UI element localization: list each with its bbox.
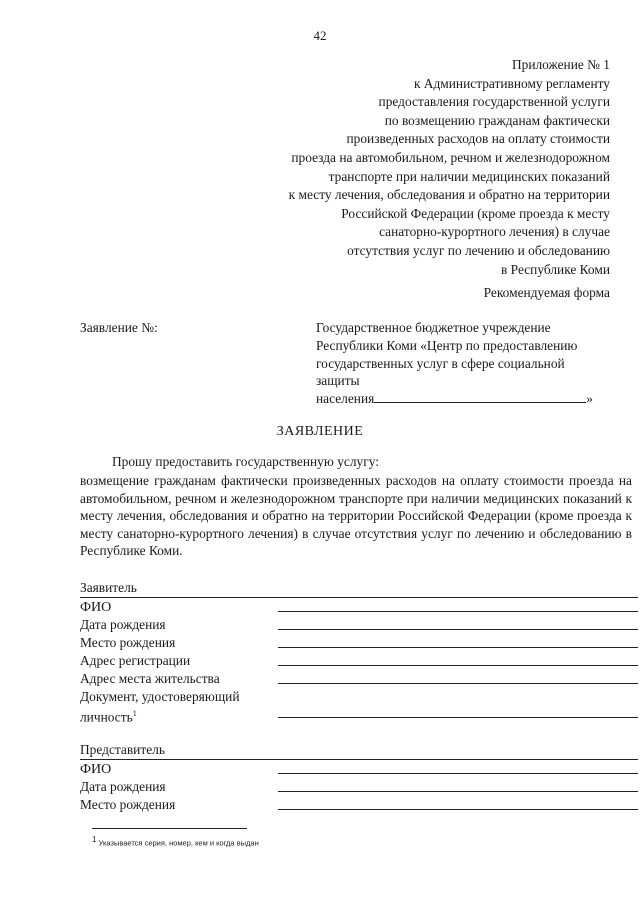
- applicant-fio-row: [80, 598, 638, 616]
- applicant-id-document-row: [80, 688, 638, 725]
- page-number: 42: [313, 28, 327, 43]
- addressee-line: защиты: [316, 373, 360, 389]
- appendix-line: Российской Федерации (кроме проезда к месту: [341, 205, 610, 221]
- applicant-fio-field[interactable]: [278, 611, 638, 612]
- applicant-residence-address-label: Адрес места жительства: [80, 671, 220, 686]
- appendix-line: по возмещению гражданам фактически: [384, 112, 610, 128]
- appendix-line: предоставления государственной услуги: [378, 94, 610, 110]
- footnote-text: Указывается серия, номер, кем и когда выдан: [98, 838, 259, 848]
- addressee-block: [316, 319, 616, 408]
- representative-birth-date-label: Дата рождения: [80, 779, 166, 794]
- applicant-birth-date-row: [80, 616, 638, 634]
- applicant-section-title: Заявитель: [80, 580, 638, 598]
- addressee-line: государственных услуг в сфере социальной: [316, 355, 565, 371]
- footnote-mark: 1: [92, 835, 97, 844]
- representative-birth-place-row: [80, 796, 638, 814]
- appendix-line: к Административному регламенту: [413, 75, 610, 91]
- addressee-line: Республики Коми «Центр по предоставлению: [316, 337, 578, 353]
- appendix-line: отсутствия услуг по лечению и обследованию: [347, 242, 610, 258]
- appendix-line: транспорте при наличии медицинских показаний: [328, 168, 610, 184]
- footnote: [92, 835, 259, 848]
- appendix-line: санаторно-курортного лечения) в случае: [379, 224, 610, 240]
- applicant-id-document-label: [80, 688, 270, 725]
- application-number-label: Заявление №:: [80, 320, 158, 335]
- appendix-line: Приложение № 1: [511, 57, 610, 72]
- representative-birth-place-label: Место рождения: [80, 797, 176, 812]
- representative-birth-date-field[interactable]: [278, 791, 638, 792]
- request-body: возмещение гражданам фактически произведенных расходов на оплату стоимости проезда на автомобильном, речном и железнодорожном транспорте при наличии медицинских показаний к месту лечения, обследования и обратно на территории Российской Федерации (кроме проезда к месту санаторно-курортного лечения) в случае отсутствия услуг по лечению и обследованию в Республике Коми.: [80, 473, 632, 559]
- applicant-birth-place-label: Место рождения: [80, 635, 176, 650]
- representative-fio-field[interactable]: [278, 773, 638, 774]
- representative-birth-place-field[interactable]: [278, 809, 638, 810]
- representative-section-title: Представитель: [80, 742, 638, 760]
- applicant-id-document-field[interactable]: [278, 717, 638, 718]
- applicant-birth-date-field[interactable]: [278, 629, 638, 630]
- representative-section: [80, 742, 638, 814]
- addressee-last-line: [316, 390, 616, 408]
- footnote-divider: [92, 828, 247, 829]
- center-name-blank-field[interactable]: [374, 390, 586, 403]
- representative-fio-label: ФИО: [80, 762, 112, 777]
- applicant-residence-address-field[interactable]: [278, 683, 638, 684]
- appendix-line: в Республике Коми: [501, 261, 610, 277]
- applicant-reg-address-label: Адрес регистрации: [80, 653, 191, 668]
- applicant-birth-place-row: [80, 634, 638, 652]
- applicant-reg-address-row: [80, 652, 638, 670]
- appendix-line: к месту лечения, обследования и обратно на территории: [288, 187, 610, 203]
- applicant-birth-date-label: Дата рождения: [80, 617, 166, 632]
- closing-quote: »: [586, 391, 593, 407]
- request-intro: Прошу предоставить государственную услугу:: [112, 454, 379, 469]
- addressee-line: Государственное бюджетное учреждение: [316, 320, 551, 335]
- applicant-id-document-text: Документ, удостоверяющий личность: [80, 689, 240, 725]
- applicant-residence-address-row: [80, 670, 638, 688]
- applicant-section: [80, 580, 638, 725]
- representative-birth-date-row: [80, 778, 638, 796]
- appendix-header: [289, 56, 610, 279]
- document-title: ЗАЯВЛЕНИЕ: [276, 424, 364, 439]
- addressee-population-label: населения: [316, 391, 375, 407]
- recommended-form-note: Рекомендуемая форма: [483, 285, 610, 300]
- appendix-line: произведенных расходов на оплату стоимости: [346, 131, 610, 147]
- applicant-reg-address-field[interactable]: [278, 665, 638, 666]
- footnote-reference: 1: [132, 709, 137, 718]
- appendix-line: проезда на автомобильном, речном и железнодорожном: [291, 149, 610, 165]
- applicant-birth-place-field[interactable]: [278, 647, 638, 648]
- applicant-fio-label: ФИО: [80, 600, 112, 615]
- representative-fio-row: [80, 760, 638, 778]
